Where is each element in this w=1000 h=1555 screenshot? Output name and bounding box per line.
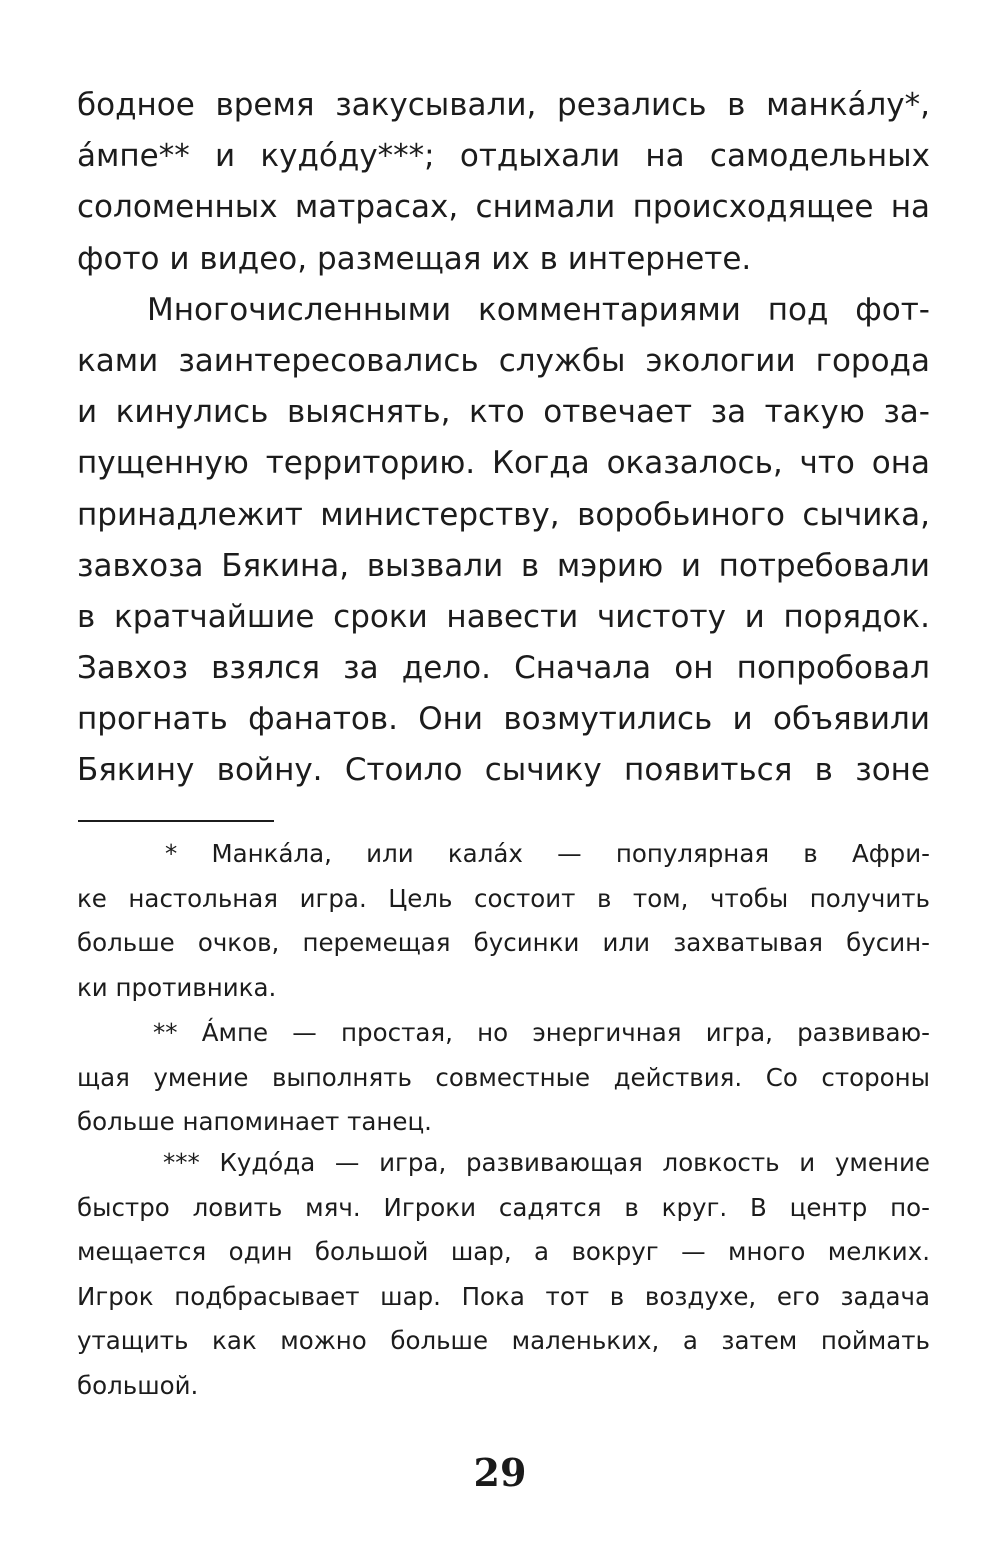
text-line: бодное время закусывали, резались в манкáлу*, [77, 87, 930, 123]
footnote-line: ке настольная игра. Цель состоит в том, чтобы получить [77, 883, 930, 913]
text-line: завхоза Бякина, вызвали в мэрию и потребовали [77, 547, 930, 584]
footnote-line: * Манкáла, или калáх — популярная в Афри- [165, 839, 930, 868]
text-line: и кинулись выяснять, кто отвечает за такую за- [77, 394, 930, 431]
main-text [77, 80, 930, 797]
footnote-line: быстро ловить мяч. Игроки садятся в круг. В центр по- [77, 1192, 930, 1222]
footnote-line: мещается один большой шар, а вокруг — много мелких. [77, 1237, 930, 1266]
footnote-line: ки противника. [77, 972, 277, 1002]
footnote-2 [77, 1011, 930, 1145]
footnote-line: ** Áмпе — простая, но энергичная игра, развиваю- [153, 1018, 930, 1047]
text-line: Завхоз взялся за дело. Сначала он попробовал [77, 650, 930, 687]
text-line: соломенных матрасах, снимали происходящее на [77, 189, 930, 226]
footnote-line: утащить как можно больше маленьких, а затем поймать [77, 1326, 930, 1355]
footnote-line: *** Кудóда — игра, развивающая ловкость и умение [163, 1148, 930, 1177]
footnote-1 [77, 832, 930, 1010]
page-number: 29 [473, 1450, 527, 1495]
text-line: Многочисленными комментариями под фот- [147, 291, 930, 328]
footnote-line: больше напоминает танец. [77, 1107, 432, 1136]
text-line: в кратчайшие сроки навести чистоту и порядок. [77, 598, 930, 635]
text-line: пущенную территорию. Когда оказалось, что она [77, 445, 930, 482]
footnote-line: щая умение выполнять совместные действия. Со стороны [77, 1062, 930, 1092]
footnote-divider [78, 820, 274, 822]
footnote-line: большой. [77, 1370, 199, 1400]
text-line: Бякину войну. Стоило сычику появиться в зоне [77, 752, 930, 789]
footnote-line: больше очков, перемещая бусинки или захватывая бусин- [77, 928, 930, 957]
text-line: áмпе** и кудóду***; отдыхали на самодельных [77, 138, 930, 175]
footnote-line: Игрок подбрасывает шар. Пока тот в воздухе, его задача [77, 1281, 930, 1311]
text-line: ками заинтересовались службы экологии города [77, 342, 930, 379]
paragraph-1 [77, 80, 930, 285]
text-line: принадлежит министерству, воробьиного сычика, [77, 496, 930, 533]
text-line: фото и видео, размещая их в интернете. [77, 240, 752, 277]
footnote-3 [77, 1141, 930, 1408]
paragraph-2 [77, 285, 930, 797]
text-line: прогнать фанатов. Они возмутились и объявили [77, 701, 930, 738]
